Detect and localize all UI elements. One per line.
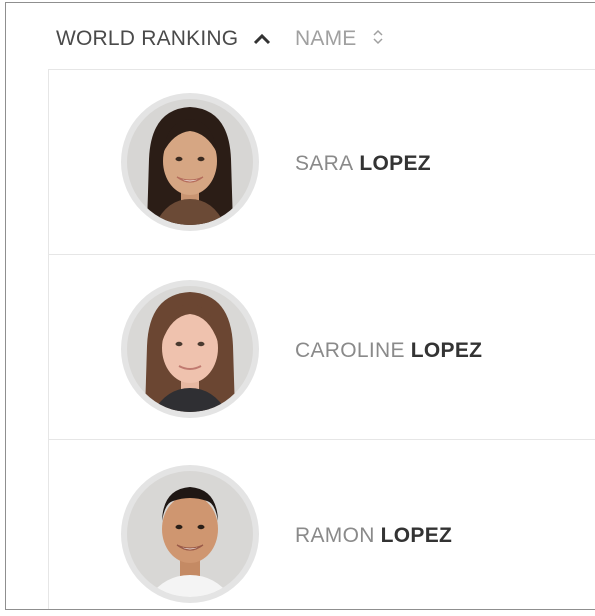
player-name[interactable] <box>295 339 482 363</box>
avatar <box>121 280 259 418</box>
sort-updown-icon <box>372 27 384 51</box>
player-name[interactable] <box>295 152 431 176</box>
sort-world-ranking[interactable] <box>56 27 272 51</box>
male-player-avatar <box>127 471 253 597</box>
chevron-up-icon <box>252 32 272 46</box>
last-name: LOPEZ <box>380 524 453 547</box>
rankings-panel <box>5 2 595 610</box>
last-name: LOPEZ <box>410 339 483 362</box>
table-row[interactable] <box>49 69 595 254</box>
female-player-avatar <box>127 99 253 225</box>
name-label: NAME <box>295 27 357 50</box>
first-name: CAROLINE <box>295 339 405 362</box>
first-name: RAMON <box>295 524 375 547</box>
female-player-avatar <box>127 286 253 412</box>
last-name: LOPEZ <box>359 152 431 175</box>
first-name: SARA <box>295 152 354 175</box>
avatar <box>121 93 259 231</box>
table-header <box>6 3 595 69</box>
table-row[interactable] <box>49 254 595 439</box>
player-name[interactable] <box>295 524 452 548</box>
sort-name[interactable] <box>295 27 384 51</box>
avatar <box>121 465 259 603</box>
table-row[interactable] <box>49 439 595 610</box>
player-list <box>48 69 595 610</box>
world-ranking-label: WORLD RANKING <box>56 27 239 50</box>
